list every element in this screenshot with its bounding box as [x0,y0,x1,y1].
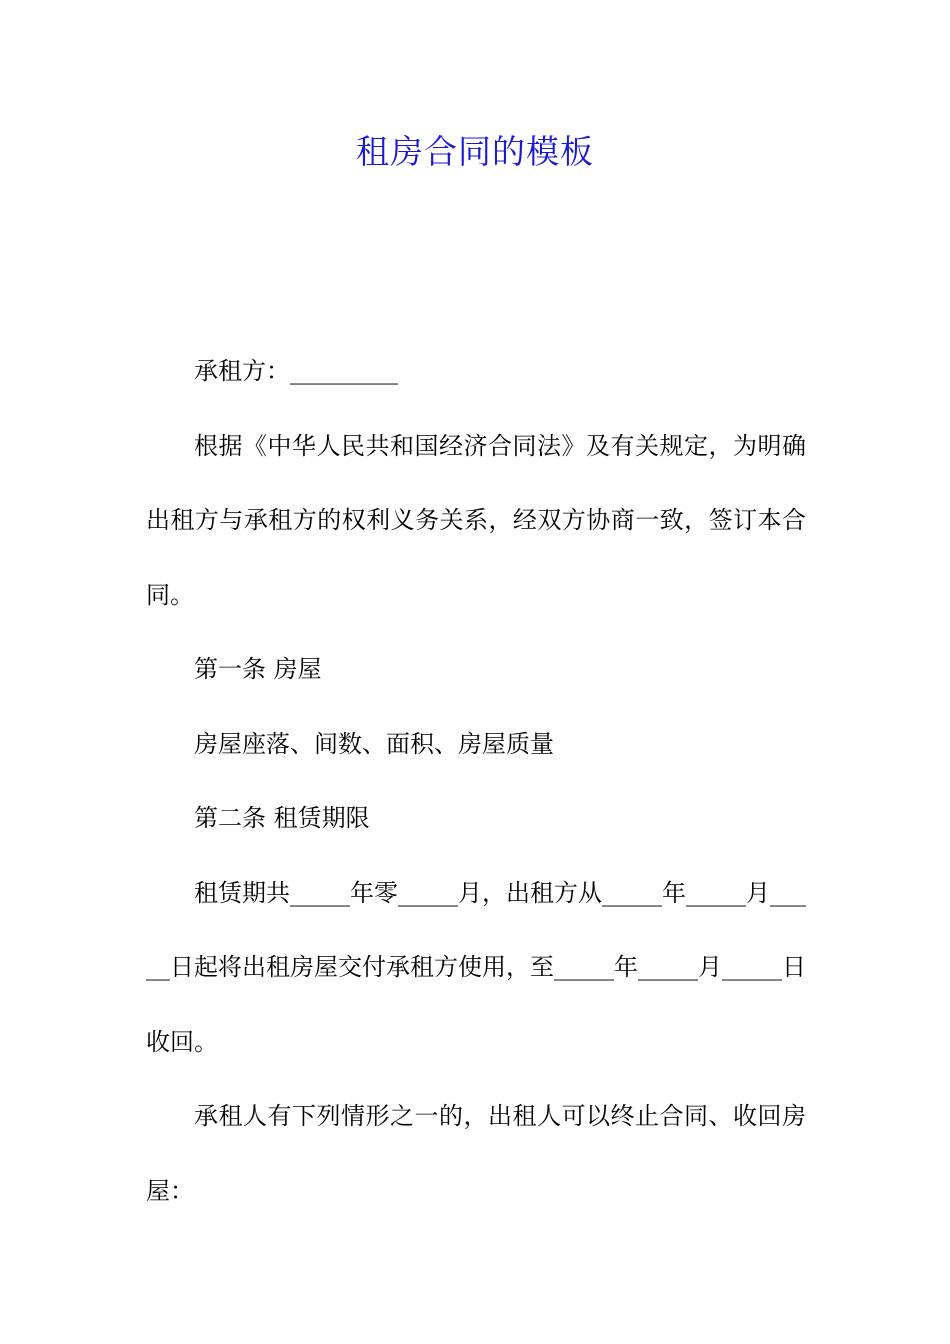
document-title: 租房合同的模板 [356,132,594,171]
paragraph-article-1-heading: 第一条 房屋 [194,655,322,683]
paragraph-article-2-heading: 第二条 租赁期限 [194,804,370,832]
paragraph-lease-term: 租赁期共_____年零_____月，出租方从_____年_____月_____日起将出租房屋交付承租方使用，至_____年_____月_____日收回。 [146,878,806,1056]
document-body [146,334,806,1228]
paragraph-preamble: 根据《中华人民共和国经济合同法》及有关规定，为明确出租方与承租方的权利义务关系，经双方协商一致，签订本合同。 [146,431,806,609]
paragraph-lessee: 承租方：_________ [194,357,398,385]
paragraph-article-1-content: 房屋座落、间数、面积、房屋质量 [194,729,554,758]
paragraph-termination: 承租人有下列情形之一的，出租人可以终止合同、收回房屋： [146,1102,806,1205]
